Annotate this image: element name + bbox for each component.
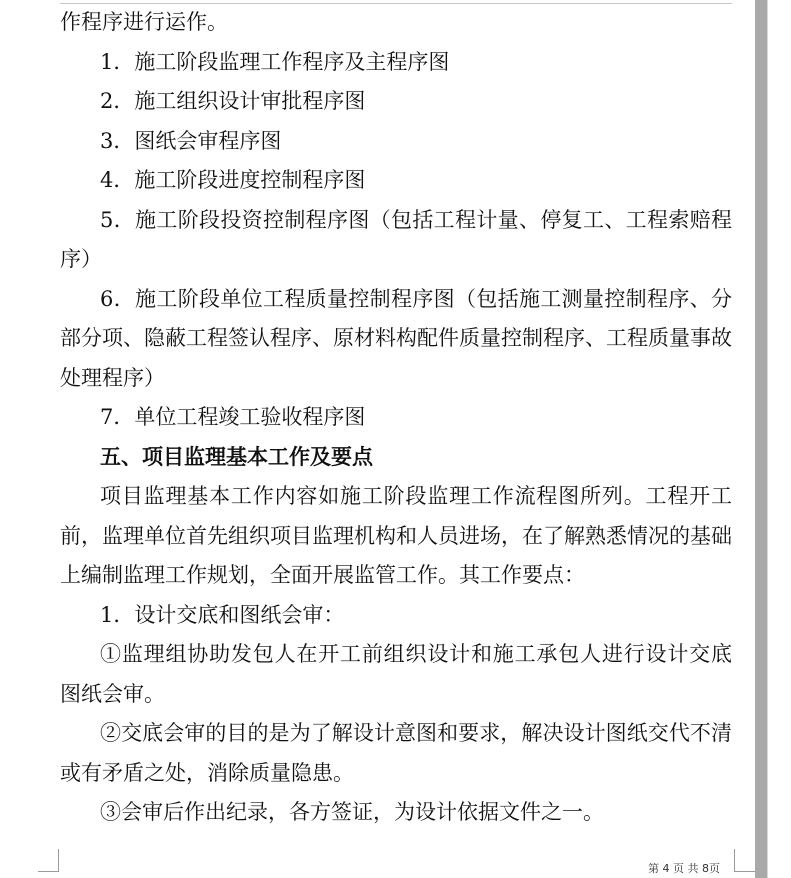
page-number-footer: 第 4 页 共 8页 [648,862,720,875]
paragraph-line: 项目监理基本工作内容如施工阶段监理工作流程图所列。工程开工 [100,484,732,508]
vertical-scrollbar[interactable] [755,0,767,878]
list-item-continuation: 部分项、隐蔽工程签认程序、原材料构配件质量控制程序、工程质量事故 [60,326,732,350]
paragraph-line: 前，监理单位首先组织项目监理机构和人员进场，在了解熟悉情况的基础 [60,524,732,548]
paragraph-line: 上编制监理工作规划，全面开展监管工作。其工作要点： [60,563,585,587]
paragraph-line: ①监理组协助发包人在开工前组织设计和施工承包人进行设计交底 [100,642,732,666]
scrollbar-edge [767,0,768,878]
list-item: 2．施工组织设计审批程序图 [100,89,366,113]
list-item: 1．施工阶段监理工作程序及主程序图 [100,50,450,74]
page-top-rule [60,3,732,4]
paragraph-line: 作程序进行运作。 [60,10,228,34]
list-item: 4．施工阶段进度控制程序图 [100,168,366,192]
paragraph-line: ②交底会审的目的是为了解设计意图和要求，解决设计图纸交代不清 [100,721,732,745]
list-item-continuation: 处理程序） [60,366,165,390]
list-item-continuation: 序） [60,247,102,271]
list-item: 1．设计交底和图纸会审： [100,603,345,627]
paragraph-line: 图纸会审。 [60,682,165,706]
margin-corner-mark-left [38,849,59,872]
list-item: 6．施工阶段单位工程质量控制程序图（包括施工测量控制程序、分 [100,287,732,311]
section-heading: 五、项目监理基本工作及要点 [100,445,373,469]
paragraph-line: ③会审后作出纪录，各方签证，为设计依据文件之一。 [100,800,604,824]
list-item: 5．施工阶段投资控制程序图（包括工程计量、停复工、工程索赔程 [100,208,732,232]
list-item: 7．单位工程竣工验收程序图 [100,405,366,429]
paragraph-line: 或有矛盾之处，消除质量隐患。 [60,761,354,785]
list-item: 3．图纸会审程序图 [100,129,282,153]
